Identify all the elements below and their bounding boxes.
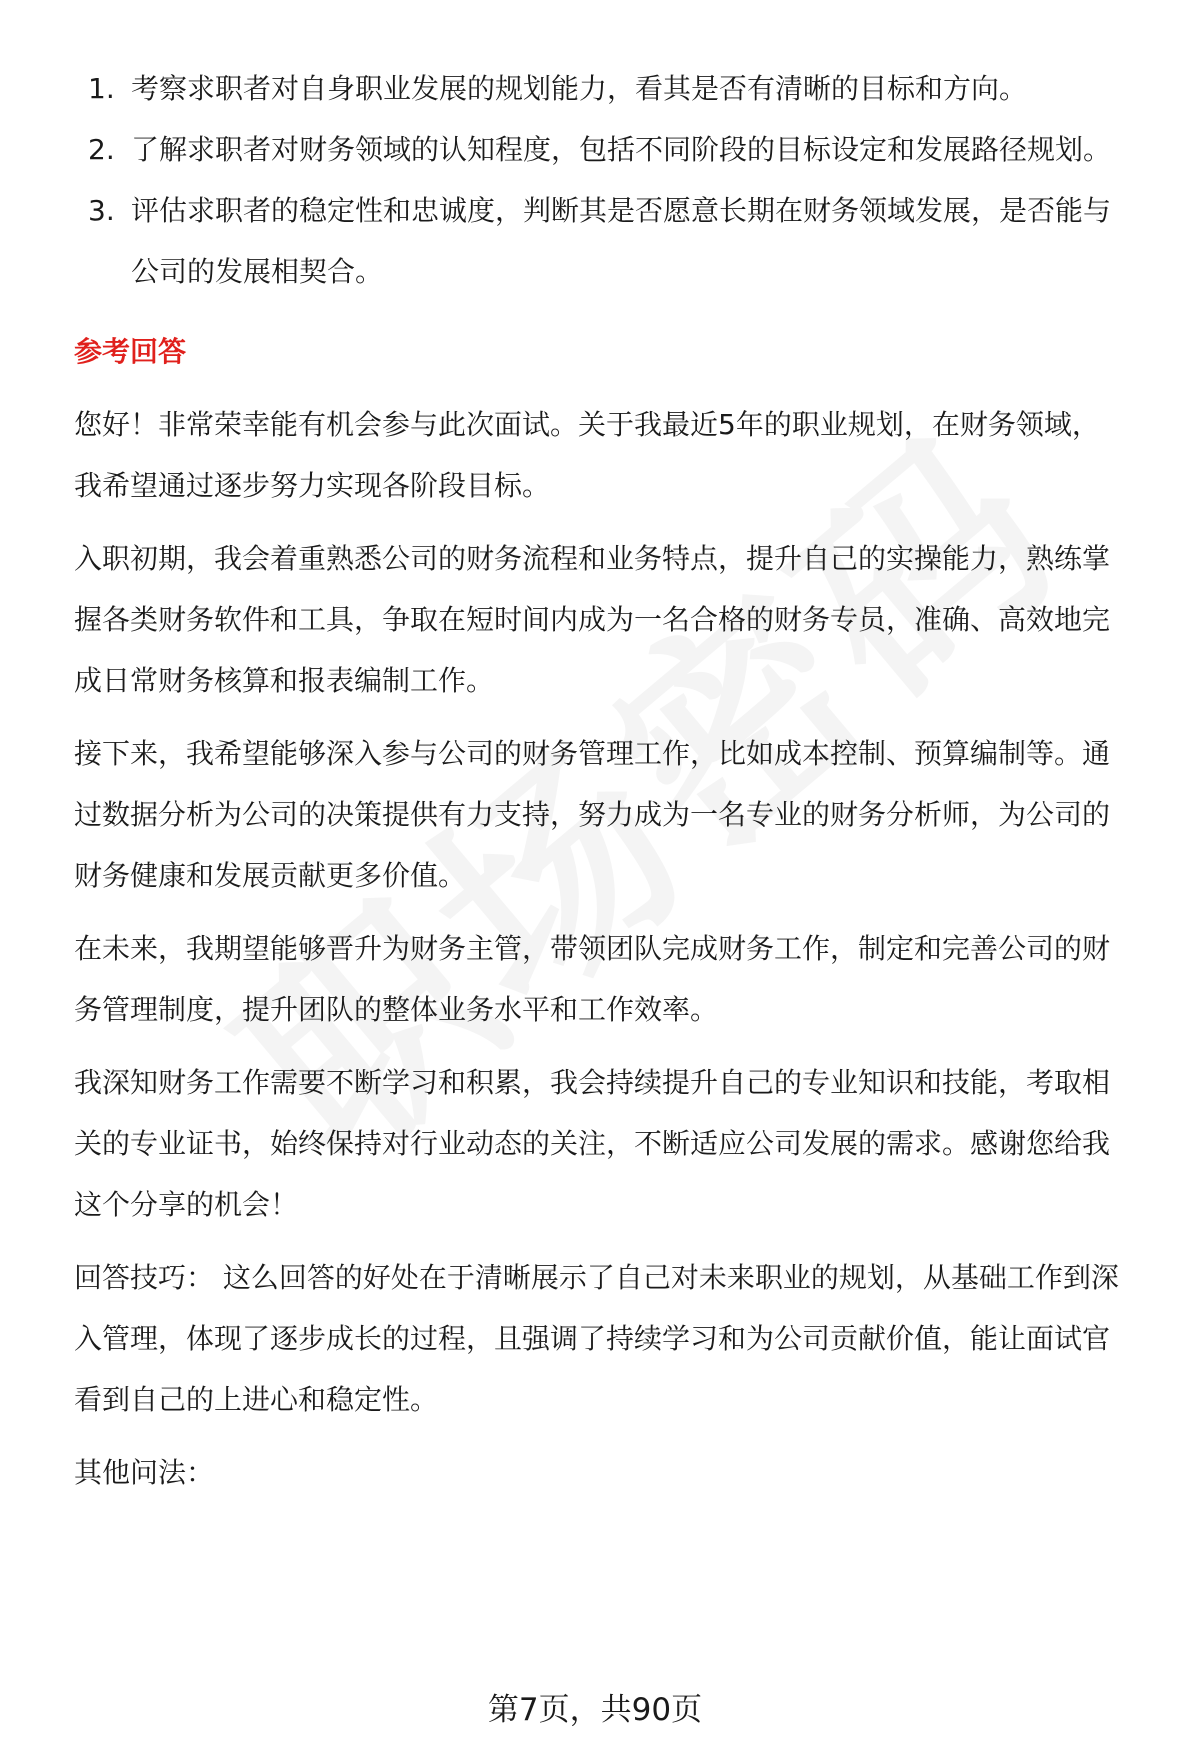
purpose-list [74,58,1120,302]
list-number: 1. [88,72,115,105]
list-number: 2. [88,133,115,166]
answer-paragraph: 我深知财务工作需要不断学习和积累，我会持续提升自己的专业知识和技能，考取相关的专业证书，始终保持对行业动态的关注，不断适应公司发展的需求。感谢您给我这个分享的机会！ [74,1066,1111,1221]
answer-paragraph: 您好！非常荣幸能有机会参与此次面试。关于我最近5年的职业规划，在财务领域，我希望通过逐步努力实现各阶段目标。 [74,408,1100,502]
list-item [74,180,1120,302]
list-item [74,119,1120,180]
list-number: 3. [88,194,115,227]
answer-paragraph: 接下来，我希望能够深入参与公司的财务管理工作，比如成本控制、预算编制等。通过数据分析为公司的决策提供有力支持，努力成为一名专业的财务分析师，为公司的财务健康和发展贡献更多价值。 [74,737,1111,892]
list-item-text: 了解求职者对财务领域的认知程度，包括不同阶段的目标设定和发展路径规划。 [131,133,1112,166]
other-questions-label: 其他问法： [74,1456,215,1489]
answer-paragraph: 在未来，我期望能够晋升为财务主管，带领团队完成财务工作，制定和完善公司的财务管理制度，提升团队的整体业务水平和工作效率。 [74,932,1111,1026]
list-item-text: 评估求职者的稳定性和忠诚度，判断其是否愿意长期在财务领域发展，是否能与公司的发展相契合。 [131,194,1112,288]
document-body [74,58,1120,1515]
answer-paragraph: 入职初期，我会着重熟悉公司的财务流程和业务特点，提升自己的实操能力，熟练掌握各类财务软件和工具，争取在短时间内成为一名合格的财务专员，准确、高效地完成日常财务核算和报表编制工作。 [74,542,1111,697]
answer-tip-paragraph: 回答技巧： 这么回答的好处在于清晰展示了自己对未来职业的规划，从基础工作到深入管理，体现了逐步成长的过程，且强调了持续学习和为公司贡献价值，能让面试官看到自己的上进心和稳定性。 [74,1261,1119,1416]
reference-answer-heading: 参考回答 [74,335,187,368]
page-number: 第7页，共90页 [487,1692,703,1728]
list-item-text: 考察求职者对自身职业发展的规划能力，看其是否有清晰的目标和方向。 [131,72,1028,105]
list-item [74,58,1120,119]
